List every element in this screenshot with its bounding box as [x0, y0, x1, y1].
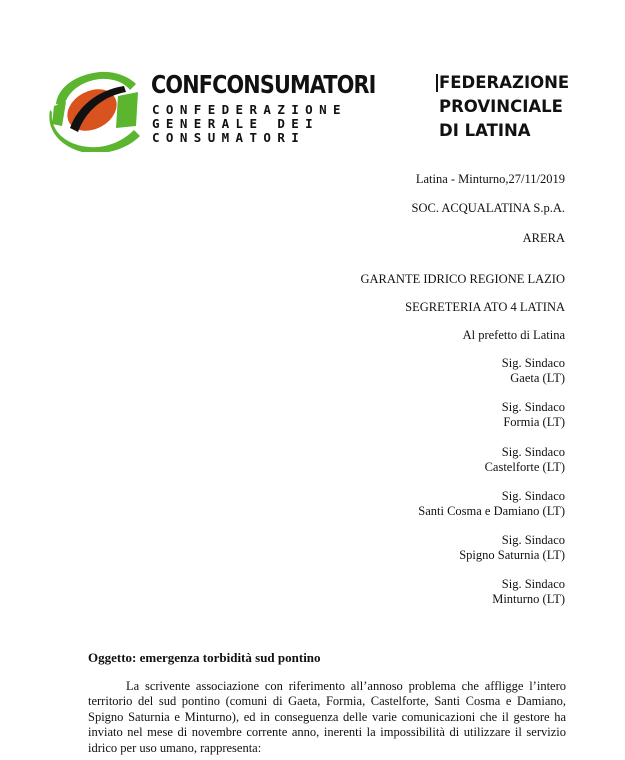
mayor-title: Sig. Sindaco: [501, 489, 565, 503]
recipient-prefetto: Al prefetto di Latina: [462, 328, 565, 342]
brand-subtitle-line-2: GENERALE DEI: [152, 116, 320, 131]
federation-line-3: DI LATINA: [439, 121, 531, 140]
mayor-title: Sig. Sindaco: [501, 577, 565, 591]
recipient-acqualatina: SOC. ACQUALATINA S.p.A.: [411, 201, 565, 215]
mayor-town: Santi Cosma e Damiano (LT): [418, 504, 565, 518]
body-line: Spigno Saturnia e Minturno), ed in conseguenza delle varie comunicazioni che il gestore ha: [88, 709, 566, 724]
subject-line: Oggetto: emergenza torbidità sud pontino: [88, 650, 321, 665]
brand-subtitle-line-3: CONSUMATORI: [152, 130, 306, 145]
body-line: La scrivente associazione con riferimento all’annoso problema che affligge l’intero: [126, 679, 566, 693]
text-cursor: [436, 74, 438, 92]
mayor-title: Sig. Sindaco: [501, 533, 565, 547]
date-place: Latina - Minturno,27/11/2019: [415, 172, 565, 186]
federation-heading: [439, 71, 569, 143]
body-line: idrico per uso umano, rappresenta:: [88, 740, 262, 755]
body-paragraph: [88, 679, 566, 756]
brand-name: CONFCONSUMATORI: [151, 70, 376, 99]
body-line: territorio del sud pontino (comuni di Gaeta, Formia, Castelforte, Santi Cosma e Damiano,: [88, 694, 566, 709]
federation-line-2: PROVINCIALE: [439, 97, 563, 116]
brand-subtitle-line-1: CONFEDERAZIONE: [152, 102, 347, 117]
body-line: inviato nel mese di novembre corrente anno, inerenti la impossibilità di utilizzare il servizio: [88, 725, 566, 740]
mayor-town: Minturno (LT): [492, 592, 565, 606]
federation-line-1: FEDERAZIONE: [439, 73, 570, 92]
confconsumatori-logo: [48, 66, 376, 156]
mayor-title: Sig. Sindaco: [501, 445, 565, 459]
mayor-title: Sig. Sindaco: [501, 356, 565, 370]
recipient-ato4: SEGRETERIA ATO 4 LATINA: [405, 300, 565, 314]
recipient-arera: ARERA: [522, 231, 565, 245]
mayor-town: Castelforte (LT): [484, 460, 565, 474]
mayor-title: Sig. Sindaco: [501, 400, 565, 414]
mayor-town: Formia (LT): [503, 415, 565, 429]
mayor-town: Gaeta (LT): [510, 371, 565, 385]
mayor-town: Spigno Saturnia (LT): [459, 548, 565, 562]
recipient-garante: GARANTE IDRICO REGIONE LAZIO: [360, 272, 565, 286]
logo-emblem-icon: [48, 66, 144, 152]
